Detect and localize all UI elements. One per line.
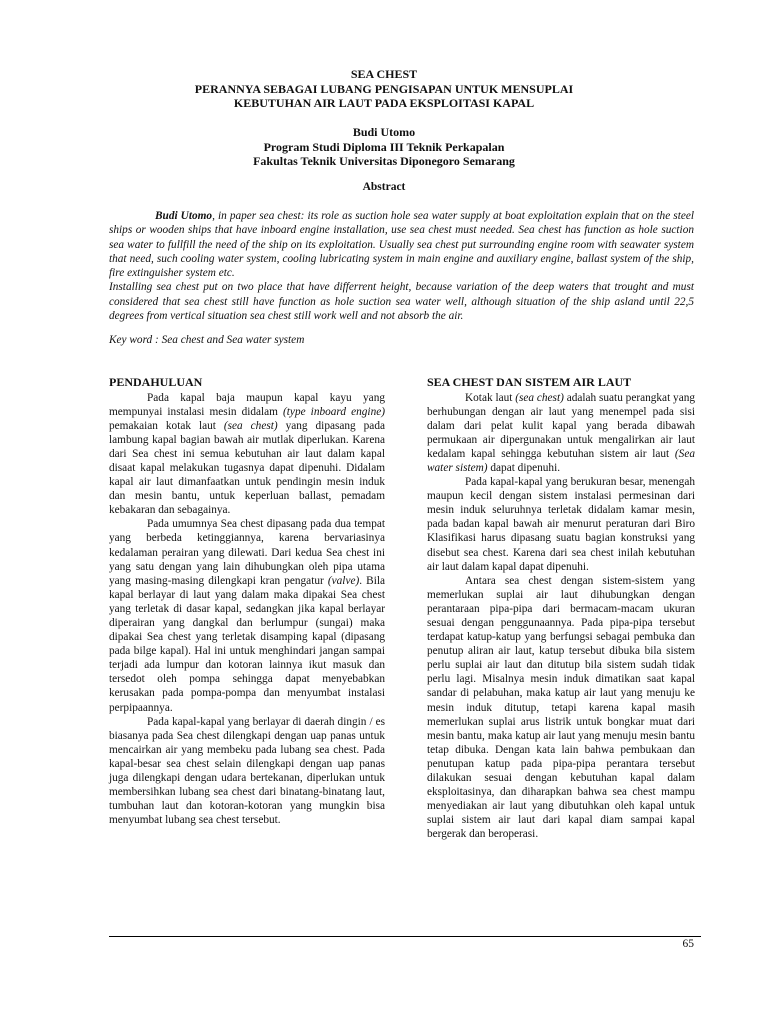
- section-heading-sea-chest: SEA CHEST DAN SISTEM AIR LAUT: [427, 375, 632, 389]
- keywords: Key word : Sea chest and Sea water system: [109, 334, 305, 346]
- author-block: [0, 125, 768, 169]
- abstract-author-name: Budi Utomo: [155, 210, 213, 222]
- paragraph: Antara sea chest dengan sistem-sistem yang memerlukan suplai air laut dihubungkan dengan perantaraan pipa-pipa dari bermacam-macam ukuran sesuai dengan penggunaannya. Pada pipa-pipa tersebut terdapat katup-katup yang berfungsi sebagai pembuka dan penutup aliran air laut, katup tersebut dibuka bila sistem perlu suplai air laut dan ditutup bila sistem sudah tidak perlu lagi. Misalnya mesin induk dimatikan saat kapal sandar di pelabuhan, maka katup air laut yang menuju ke mesin induk ditutup, tetapi karena kapal masih memerlukan suplai arus listrik untuk bongkar muat dari mesin bantu, maka katup air laut yang menuju mesin bantu tetap dibuka. Dengan kata lain bahwa pembukaan dan penutupan katup pada pipa-pipa perantara tersebut dilakukan sesuai dengan kebutuhan kapal dalam eksploitasinya, dan diharapkan bahwa sea chest mampu menyediakan air laut yang dibutuhkan oleh kapal untuk suplai sistem air laut dari kapal diam sampai kapal bergerak dan beroperasi.: [427, 574, 695, 841]
- paragraph: Pada kapal-kapal yang berukuran besar, menengah maupun kecil dengan sistem instalasi permesinan dari mesin induk seluruhnya terletak didalam kamar mesin, pada badan kapal bawah air menurut peraturan dari Biro Klasifikasi harus dipasang suatu bagian konstruksi yang disebut sea chest. Karena dari sea chest inilah kebutuhan air laut dalam kapal dapat dipenuhi.: [427, 476, 695, 573]
- title-line-1: SEA CHEST: [350, 67, 418, 81]
- paragraph: Kotak laut (sea chest) adalah suatu perangkat yang berhubungan dengan air laut yang menempel pada sisi dalam dari pelat kulit kapal yang berada dibawah permukaan air dipergunakan untuk mengalirkan air laut kedalam kapal sehingga kebutuhan sistem air laut (Sea water sistem) dapat dipenuhi.: [427, 391, 696, 474]
- paragraph: Pada kapal-kapal yang berlayar di daerah dingin / es biasanya pada Sea chest dilengkapi dengan uap panas untuk mencairkan air yang membeku pada lubang sea chest. Pada kapal-besar sea chest selain dilengkapi dengan uap panas juga dilengkapi dengan udara bertekanan, diperlukan untuk membersihkan lubang sea chest dari binatang-binatang laut, tumbuhan laut dan kotoran-kotoran yang mungkin bisa menyumbat lubang sea chest tersebut.: [109, 715, 385, 827]
- page-number: 65: [682, 938, 694, 950]
- left-column: [109, 375, 385, 827]
- paper-title: [0, 67, 768, 111]
- title-line-3: KEBUTUHAN AIR LAUT PADA EKSPLOITASI KAPAL: [233, 96, 535, 110]
- paragraph: Pada kapal baja maupun kapal kayu yang mempunyai instalasi mesin didalam (type inboard engine) pemakaian kotak laut (sea chest) yang dipasang pada lambung kapal bagian bawah air mutlak diperlukan. Karena dari Sea chest ini semua kebutuhan air laut dalam kapal disaat kapal melakukan tugasnya dapat dipenuhi. Didalam kapal air laut dimanfaatkan untuk pendingin mesin induk dan mesin bantu, untuk keperluan ballast, pemadam kebakaran dan sebagainya.: [109, 391, 385, 517]
- abstract-paragraph-2: Installing sea chest put on two place that have differrent height, because variation of the deep waters that trought and must considered that sea chest still have function as hole suction sea water well, although situation of the ship asland until 22,5 degrees from vertical situation sea chest still work well and not absorb the air.: [109, 281, 694, 323]
- author-name: Budi Utomo: [352, 125, 416, 139]
- paragraph: Pada umumnya Sea chest dipasang pada dua tempat yang berbeda ketinggiannya, karena bervariasinya kedalaman perairan yang dilewati. Dari kedua Sea chest ini yang satu dengan yang lain dihubungkan oleh pipa utama yang masing-masing dilengkapi kran pengatur (valve). Bila kapal berlayar di laut yang dalam maka dipakai Sea chest yang terletak di dasar kapal, sedangkan jika kapal berlayar diperairan yang dangkal dan berlumpur (sungai) maka dipakai Sea chest yang terletak disamping kapal (dipasang pada bilge kapal). Hal ini untuk menghindari jangan sampai terjadi ada lumpur dan kotoran lainnya ikut masuk dan tersedot oleh pompa sehingga dapat menyebabkan kerusakan pada pompa-pompa dan menyumbat instalasi perpipaannya.: [109, 518, 386, 714]
- abstract-body: [109, 209, 694, 323]
- right-column: [427, 375, 695, 842]
- section-heading-pendahuluan: PENDAHULUAN: [109, 375, 203, 389]
- abstract-heading: Abstract: [362, 181, 406, 193]
- author-faculty: Fakultas Teknik Universitas Diponegoro Semarang: [253, 154, 515, 168]
- footer-rule: [109, 936, 701, 937]
- abstract-paragraph-1: Budi Utomo, in paper sea chest: its role as suction hole sea water supply at boat exploitation explain that on the steel ships or wooden ships that have inboard engine installation, use sea chest must needed. Sea chest has function as hole suction sea water to fullfill the need of the ship on its exploitation. Usually sea chest put surrounding engine room with seawater system that need, such cooling water system, cooling lubricating system in main engine and auxiliary engine, ballast system of the ship, fire extinguisher system etc.: [109, 210, 695, 280]
- title-line-2: PERANNYA SEBAGAI LUBANG PENGISAPAN UNTUK MENSUPLAI: [194, 81, 574, 96]
- author-program: Program Studi Diploma III Teknik Perkapalan: [263, 139, 505, 154]
